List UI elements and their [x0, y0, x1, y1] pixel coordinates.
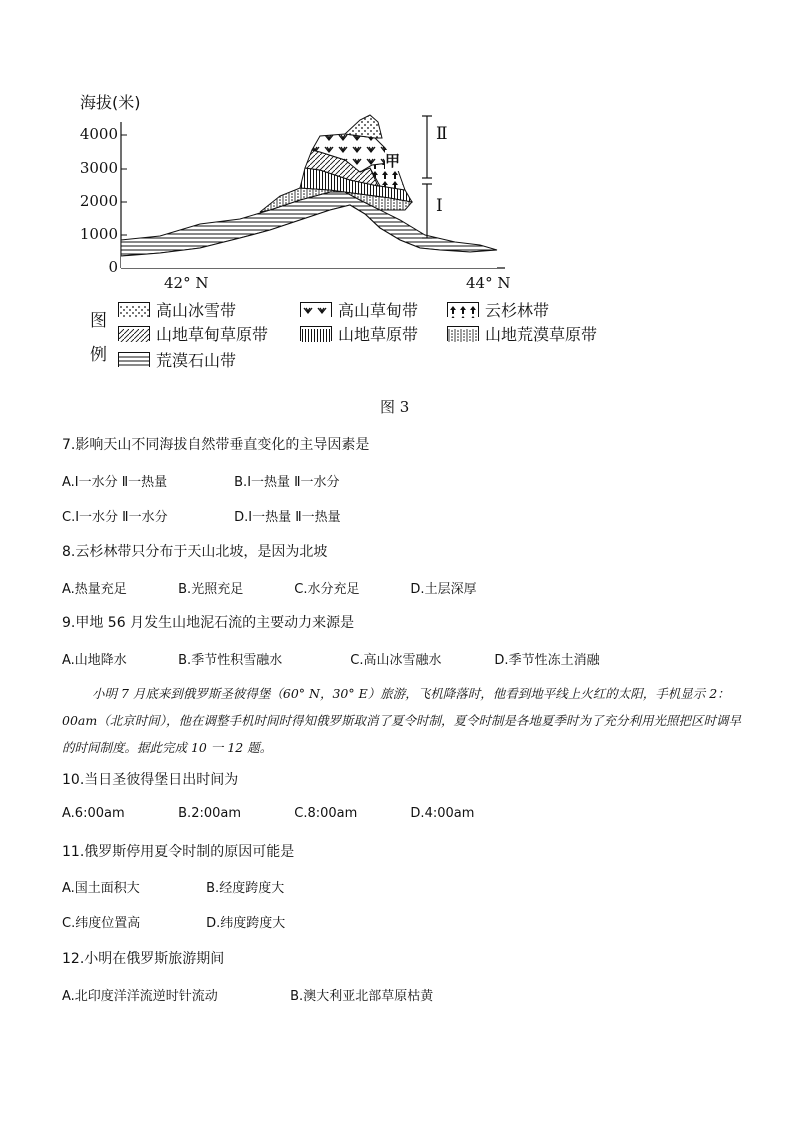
legend-item — [118, 322, 288, 345]
legend-title-line2: 例 — [90, 345, 107, 365]
desert-grassland-swatch — [447, 326, 479, 341]
legend-label: 荒漠石山带 — [156, 351, 237, 370]
x-tick: 44° N — [466, 274, 511, 292]
option: C.Ⅰ一水分 Ⅱ一水分 — [62, 510, 168, 525]
mountain-steppe-swatch — [300, 326, 332, 341]
legend-item — [300, 322, 435, 345]
y-tick: 3000 — [79, 159, 118, 177]
question-9-options — [62, 649, 600, 668]
option: D.土层深厚 — [410, 582, 477, 597]
y-tick: 1000 — [79, 225, 118, 243]
option: A.国土面积大 — [62, 881, 140, 896]
option: B.2:00am — [178, 806, 242, 821]
zone-ii-label: Ⅱ — [436, 124, 448, 144]
option: C.水分充足 — [294, 582, 360, 597]
alpine-snow-swatch — [118, 302, 150, 317]
option: A.Ⅰ一水分 Ⅱ一热量 — [62, 475, 168, 490]
legend-title-line1: 图 — [90, 311, 107, 331]
legend-item — [447, 322, 597, 345]
option: D.Ⅰ一热量 Ⅱ一热量 — [234, 510, 341, 525]
question-12-stem: 12.小明在俄罗斯旅游期间 — [62, 951, 225, 967]
question-11-stem: 11.俄罗斯停用夏令时制的原因可能是 — [62, 844, 295, 860]
option: B.澳大利亚北部草原枯黄 — [290, 989, 434, 1004]
option: D.4:00am — [410, 806, 475, 821]
legend-item — [118, 348, 236, 371]
option: A.6:00am — [62, 806, 125, 821]
option: B.经度跨度大 — [206, 881, 285, 896]
legend-label: 高山草甸带 — [338, 301, 419, 320]
legend-row — [118, 322, 609, 345]
option: B.Ⅰ一热量 Ⅱ一水分 — [234, 475, 340, 490]
question-8-stem: 8.云杉林带只分布于天山北坡，是因为北坡 — [62, 544, 328, 560]
question-11-options — [62, 912, 285, 931]
y-tick: 0 — [108, 258, 118, 276]
y-tick: 2000 — [79, 192, 118, 210]
legend-label: 云杉林带 — [485, 301, 550, 320]
meadow-steppe-swatch — [118, 326, 150, 341]
reading-passage: 小明 7 月底来到俄罗斯圣彼得堡（60° N，30° E）旅游，飞机降落时，他看到地平线上火红的太阳，手机显示 2：00am（北京时间），他在调整手机时间时得知俄罗斯取消了夏令时制，夏令时制是各地夏季时为了充分利用光照把区时调早的时间制度。据此完成 10 一 12 题。 — [62, 686, 741, 755]
legend-row — [118, 298, 561, 321]
zone-i-label: Ⅰ — [436, 196, 443, 216]
alpine-snow-belt — [345, 115, 382, 138]
legend-item — [300, 298, 435, 321]
legend-label: 山地荒漠草原带 — [485, 325, 598, 344]
y-axis-label: 海拔(米) — [80, 93, 141, 112]
option: D.纬度跨度大 — [206, 916, 286, 931]
figure-caption: 图 3 — [380, 398, 410, 416]
spruce-forest-swatch — [447, 302, 479, 317]
question-7-stem: 7.影响天山不同海拔自然带垂直变化的主导因素是 — [62, 437, 370, 453]
question-7-options — [62, 506, 341, 525]
figure-3 — [0, 0, 794, 420]
question-12-options — [62, 985, 433, 1004]
option: D.季节性冻土消融 — [494, 653, 600, 668]
question-11-options — [62, 877, 284, 896]
question-8-options — [62, 578, 477, 597]
option: B.季节性积雪融水 — [178, 653, 283, 668]
question-9-stem: 9.甲地 56 月发生山地泥石流的主要动力来源是 — [62, 615, 355, 631]
option: A.北印度洋洋流逆时针流动 — [62, 989, 218, 1004]
alpine-meadow-swatch — [300, 302, 332, 317]
option: C.8:00am — [294, 806, 358, 821]
location-jia-label: 甲 — [385, 152, 401, 170]
desert-rock-swatch — [118, 352, 150, 367]
question-10-options — [62, 806, 474, 821]
option: C.高山冰雪融水 — [350, 653, 442, 668]
x-tick: 42° N — [164, 274, 209, 292]
legend-item — [447, 298, 549, 321]
legend-label: 高山冰雪带 — [156, 301, 237, 320]
legend-row — [118, 348, 248, 371]
question-7-options — [62, 471, 340, 490]
option: C.纬度位置高 — [62, 916, 141, 931]
legend-label: 山地草甸草原带 — [156, 325, 269, 344]
y-tick: 4000 — [79, 125, 118, 143]
option: B.光照充足 — [178, 582, 244, 597]
option: A.热量充足 — [62, 582, 127, 597]
option: A.山地降水 — [62, 653, 127, 668]
legend-item — [118, 298, 288, 321]
question-10-stem: 10.当日圣彼得堡日出时间为 — [62, 772, 239, 788]
legend-label: 山地草原带 — [338, 325, 419, 344]
